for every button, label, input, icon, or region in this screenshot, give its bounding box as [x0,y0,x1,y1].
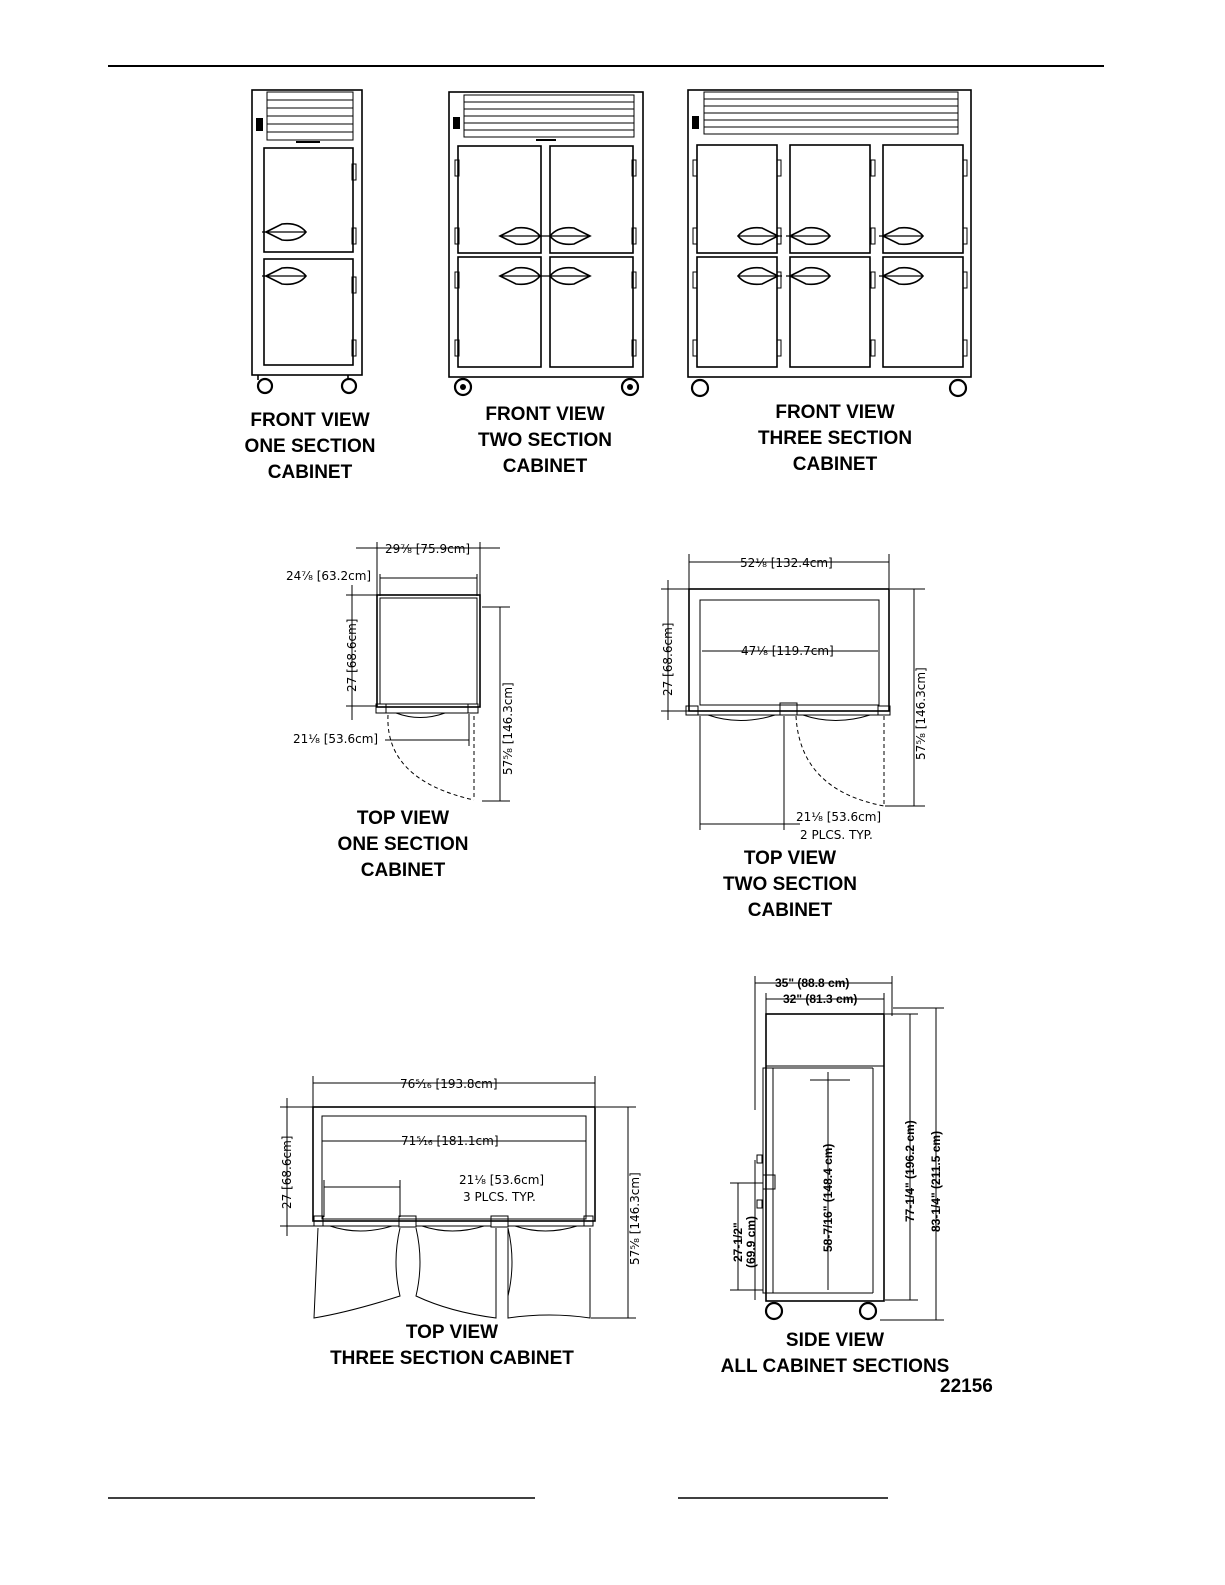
dim-side-height-overall: 83-1/4" (211.5 cm) [929,1130,943,1232]
dim-side-depth-body: 32" (81.3 cm) [783,992,858,1006]
dim-one-depth-open: 57⁵⁄₈ [146.3cm] [501,682,515,775]
dim-three-inner-width: 71⁵⁄₁₆ [181.1cm] [401,1134,499,1148]
top-view-three-section [280,1076,636,1318]
caption-line: FRONT VIEW [250,410,370,431]
caption-line: CABINET [502,456,588,477]
front-view-two-section [449,92,643,395]
dim-two-overall-width: 52¹⁄₈ [132.4cm] [740,556,833,570]
dim-three-overall-width: 76⁵⁄₁₆ [193.8cm] [400,1077,498,1091]
caption-front-two [455,402,635,480]
dim-three-door-width: 21¹⁄₈ [53.6cm] [459,1173,545,1187]
caption-side [700,1328,970,1380]
dim-one-door-width: 21¹⁄₈ [53.6cm] [293,732,379,746]
dim-one-depth: 27 [68.6cm] [345,618,359,692]
top-view-two-section [661,554,925,830]
caption-line: ALL CABINET SECTIONS [720,1356,950,1377]
front-view-three-section [688,90,971,396]
caption-line: TOP VIEW [743,848,837,869]
figure-number: 22156 [940,1376,993,1397]
caption-line: CABINET [360,860,446,881]
dim-two-door-width: 21¹⁄₈ [53.6cm] [796,810,882,824]
caption-line: THREE SECTION [757,428,913,449]
dim-two-door-note: 2 PLCS. TYP. [800,828,873,842]
caption-line: ONE SECTION [244,436,376,457]
dim-two-inner-width: 47¹⁄₈ [119.7cm] [741,644,834,658]
caption-line: SIDE VIEW [785,1330,885,1351]
dim-side-handle-b: (69.9 cm) [744,1215,758,1268]
dim-two-depth: 27 [68.6cm] [661,622,675,696]
caption-line: CABINET [267,462,353,483]
caption-line: CABINET [792,454,878,475]
dim-side-door-height: 58-7/16" (148.4 cm) [821,1143,835,1252]
dim-two-depth-open: 57⁵⁄₈ [146.3cm] [914,667,928,760]
caption-line: ONE SECTION [337,834,469,855]
caption-front-three [735,400,935,478]
caption-top-three [302,1320,602,1372]
caption-line: TOP VIEW [405,1322,499,1343]
caption-line: CABINET [747,900,833,921]
caption-front-one [220,408,400,486]
caption-line: FRONT VIEW [775,402,895,423]
dim-one-inner-width: 24⁷⁄₈ [63.2cm] [286,569,372,583]
dim-side-handle-a: 27-1/2" [731,1222,745,1262]
caption-line: THREE SECTION CABINET [330,1348,574,1369]
dim-three-door-note: 3 PLCS. TYP. [463,1190,536,1204]
dim-three-depth-open: 57⁵⁄₈ [146.3cm] [628,1172,642,1265]
caption-top-one [313,806,493,884]
caption-top-two [700,846,880,924]
caption-line: FRONT VIEW [485,404,605,425]
caption-line: TWO SECTION [722,874,858,895]
dim-one-overall-width: 29⁷⁄₈ [75.9cm] [385,542,471,556]
dim-side-depth-overall: 35" (88.8 cm) [775,976,850,990]
caption-line: TWO SECTION [477,430,613,451]
dim-three-depth: 27 [68.6cm] [280,1135,294,1209]
dim-side-height-body: 77-1/4" (196.2 cm) [903,1120,917,1222]
caption-line: TOP VIEW [356,808,450,829]
front-view-one-section [252,90,362,393]
